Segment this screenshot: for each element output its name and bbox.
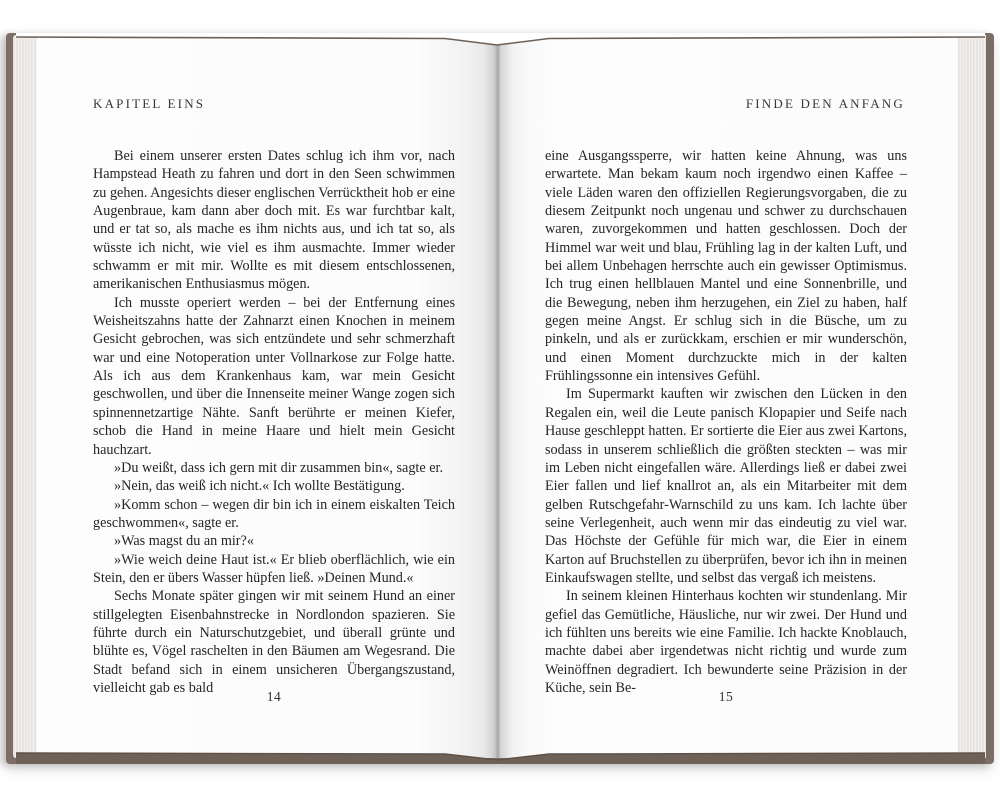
book-top-edge bbox=[16, 33, 985, 49]
paragraph: In seinem kleinen Hinterhaus kochten wir stundenlang. Mir gefiel das Gemütliche, Häusliche, nur wir zwei. Der Hund und ich fühlten uns bereits wie eine Familie. Ich hackte Knoblauch, machte dabei aber irgendetwas nicht richtig und wurde zum Weinöffnen degradiert. Ich bewunderte seine Präzision in der Küche, sein Be- bbox=[545, 588, 907, 696]
left-page bbox=[37, 35, 497, 758]
left-page-body bbox=[93, 147, 455, 697]
paragraph: Sechs Monate später gingen wir mit seinem Hund an einer stillgelegten Eisenbahnstrecke in Nordlondon spazieren. Sie führte durch ein Naturschutzgebiet, und überall grünte und blühte es, Vögel raschelten in den Bäumen am Wegesrand. Die Stadt befand sich in einem unsicheren Übergangszustand, vielleicht gab es bald bbox=[93, 588, 455, 696]
dialogue-line: »Wie weich deine Haut ist.« Er blieb oberflächlich, wie ein Stein, den er übers Wasser hüpfen ließ. »Deinen Mund.« bbox=[93, 551, 455, 586]
right-page bbox=[497, 35, 958, 758]
dialogue-line: »Was magst du an mir?« bbox=[114, 533, 254, 550]
page-number-right: 15 bbox=[718, 689, 734, 704]
open-book bbox=[6, 33, 994, 764]
title-running-header: FINDE DEN ANFANG bbox=[745, 96, 905, 111]
dialogue-line: »Komm schon – wegen dir bin ich in einem eiskalten Teich geschwommen«, sagte er. bbox=[93, 496, 455, 531]
paragraph: Im Supermarkt kauften wir zwischen den Lücken in den Regalen ein, weil die Leute panisch Klopapier und Seife nach Hause geschleppt hatten. Er sortierte die Eier aus zwei Kartons, sodass in unserem schließlich die größten steckten – was mir im Leben nicht eingefallen wäre. Allerdings ließ er dabei zwei Eier fallen und lief knallrot an, als ein Mitarbeiter mit dem gelben Rutschgefahr-Warnschild zu uns kam. Ich lachte über seine Verlegenheit, auch wenn mir das eindeutig zu viel war. Das Höchste der Gefühle für mich war, die Eier in einem Karton auf Bruchstellen zu überprüfen, bevor ich ihn in meinen Einkaufswagen stellte, und selbst das vergaß ich meistens. bbox=[545, 386, 907, 586]
chapter-running-header: KAPITEL EINS bbox=[93, 96, 206, 111]
paragraph: Ich musste operiert werden – bei der Entfernung eines Weisheitszahns hatte der Zahnarzt einen Knochen in meinem Gesicht gebrochen, was sich entzündete und sehr schmerzhaft war und eine Notoperation unter Vollnarkose zur Folge hatte. Als ich aus dem Krankenhaus kam, war mein Gesicht geschwollen, und über die Innenseite meiner Wange zogen sich spinnennetzartige Nähte. Sanft berührte er meinen Kiefer, schob die Hand in meine Haare und hielt mein Gesicht hauchzart. bbox=[93, 294, 455, 458]
book-bottom-edge bbox=[16, 748, 985, 764]
paragraph: Bei einem unserer ersten Dates schlug ich ihm vor, nach Hampstead Heath zu fahren und dort in den Seen schwimmen zu gehen. Angesichts dieser englischen Verrücktheit hob er eine Augenbraue, kam dann aber doch mit. Es war furchtbar kalt, und er tat so, als mache es ihm nichts aus, und ich tat so, als wüsste ich nicht, wie viel es ihm ausmachte. Immer wieder schwamm er mit mir. Wollte es mit diesem entschlossenen, amerikanischen Enthusiasmus mögen. bbox=[93, 148, 455, 293]
page-stack-edge-right bbox=[958, 35, 986, 758]
page-number-left: 14 bbox=[266, 689, 282, 704]
page-stack-edge-left bbox=[13, 35, 37, 758]
dialogue-line: »Nein, das weiß ich nicht.« Ich wollte Bestätigung. bbox=[114, 478, 405, 495]
paragraph: eine Ausgangssperre, wir hatten keine Ahnung, was uns erwartete. Man bekam kaum noch irgendwo einen Kaffee – viele Läden waren den offiziellen Regierungsvorgaben, die zu diesem Zeitpunkt noch ungenau und schwer zu durchschauen waren, zuvorgekommen und hatten geschlossen. Doch der Himmel war weit und blau, Frühling lag in der kalten Luft, und bei allem Unbehagen herrschte auch ein gewisser Optimismus. Ich trug einen hellblauen Mantel und eine Sonnenbrille, und die Bewegung, neben ihm herzugehen, ein Ziel zu haben, half gegen meine Angst. Er schlug sich in die Büsche, um zu pinkeln, und als er zurückkam, erschien er mir wunderschön, und einen Moment durchzuckte mich in der kalten Frühlingssonne ein intensives Gefühl. bbox=[545, 148, 907, 385]
dialogue-line: »Du weißt, dass ich gern mit dir zusammen bin«, sagte er. bbox=[114, 459, 443, 476]
right-page-body bbox=[545, 147, 907, 697]
